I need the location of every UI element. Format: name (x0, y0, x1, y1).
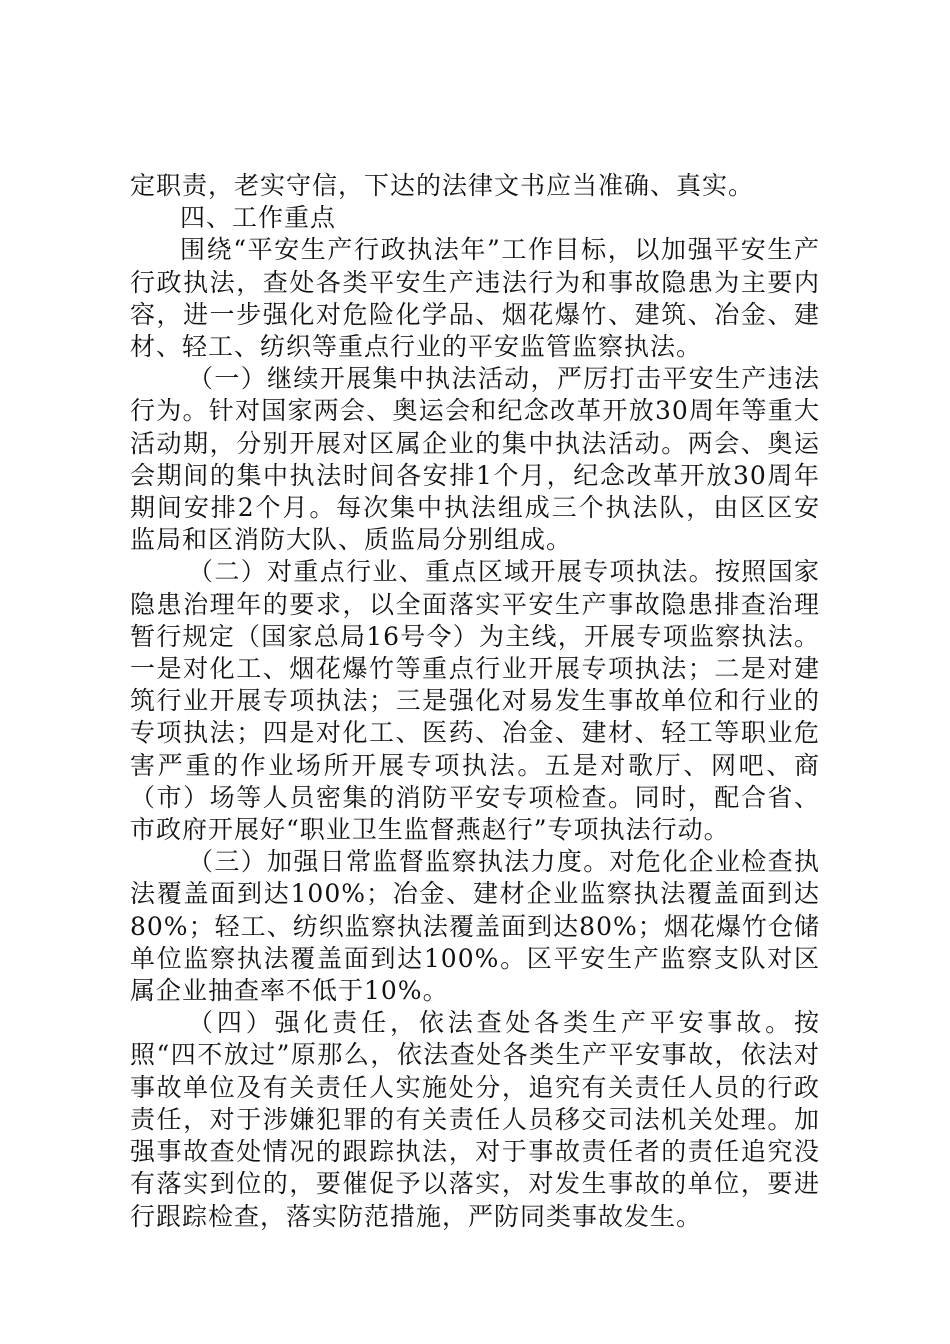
paragraph-item-4: （四）强化责任，依法查处各类生产平安事故。按照“四不放过”原那么，依法查处各类生产平安事故，依法对事故单位及有关责任人实施处分，追究有关责任人员的行政责任，对于涉嫌犯罪的有关责任人员移交司法机关处理。加强事故查处情况的跟踪执法，对于事故责任者的责任追究没有落实到位的，要催促予以落实，对发生事故的单位，要进行跟踪检查，落实防范措施，严防同类事故发生。 (130, 1008, 820, 1231)
section-heading: 四、工作重点 (180, 203, 337, 233)
document-body (130, 170, 820, 1233)
paragraph-intro: 围绕“平安生产行政执法年”工作目标，以加强平安生产行政执法，查处各类平安生产违法行为和事故隐患为主要内容，进一步强化对危险化学品、烟花爆竹、建筑、冶金、建材、轻工、纺织等重点行业的平安监管监察执法。 (130, 235, 820, 362)
paragraph-item-3: （三）加强日常监督监察执法力度。对危化企业检查执法覆盖面到达100%；冶金、建材企业监察执法覆盖面到达80%；轻工、纺织监察执法覆盖面到达80%；烟花爆竹仓储单位监察执法覆盖面到达100%。区平安生产监察支队对区属企业抽查率不低于10%。 (130, 847, 820, 1006)
paragraph-continuation: 定职责，老实守信，下达的法律文书应当准确、真实。 (130, 171, 755, 200)
paragraph-item-2: （二）对重点行业、重点区域开展专项执法。按照国家隐患治理年的要求，以全面落实平安生产事故隐患排查治理暂行规定（国家总局16号令）为主线，开展专项监察执法。一是对化工、烟花爆竹等重点行业开展专项执法；二是对建筑行业开展专项执法；三是强化对易发生事故单位和行业的专项执法；四是对化工、医药、冶金、建材、轻工等职业危害严重的作业场所开展专项执法。五是对歌厅、网吧、商（市）场等人员密集的消防平安专项检查。同时，配合省、市政府开展好“职业卫生监督燕赵行”专项执法行动。 (130, 557, 820, 845)
paragraph-item-1: （一）继续开展集中执法活动，严厉打击平安生产违法行为。针对国家两会、奥运会和纪念改革开放30周年等重大活动期，分别开展对区属企业的集中执法活动。两会、奥运会期间的集中执法时间各安排1个月，纪念改革开放30周年期间安排2个月。每次集中执法组成三个执法队，由区区安监局和区消防大队、质监局分别组成。 (130, 364, 820, 555)
